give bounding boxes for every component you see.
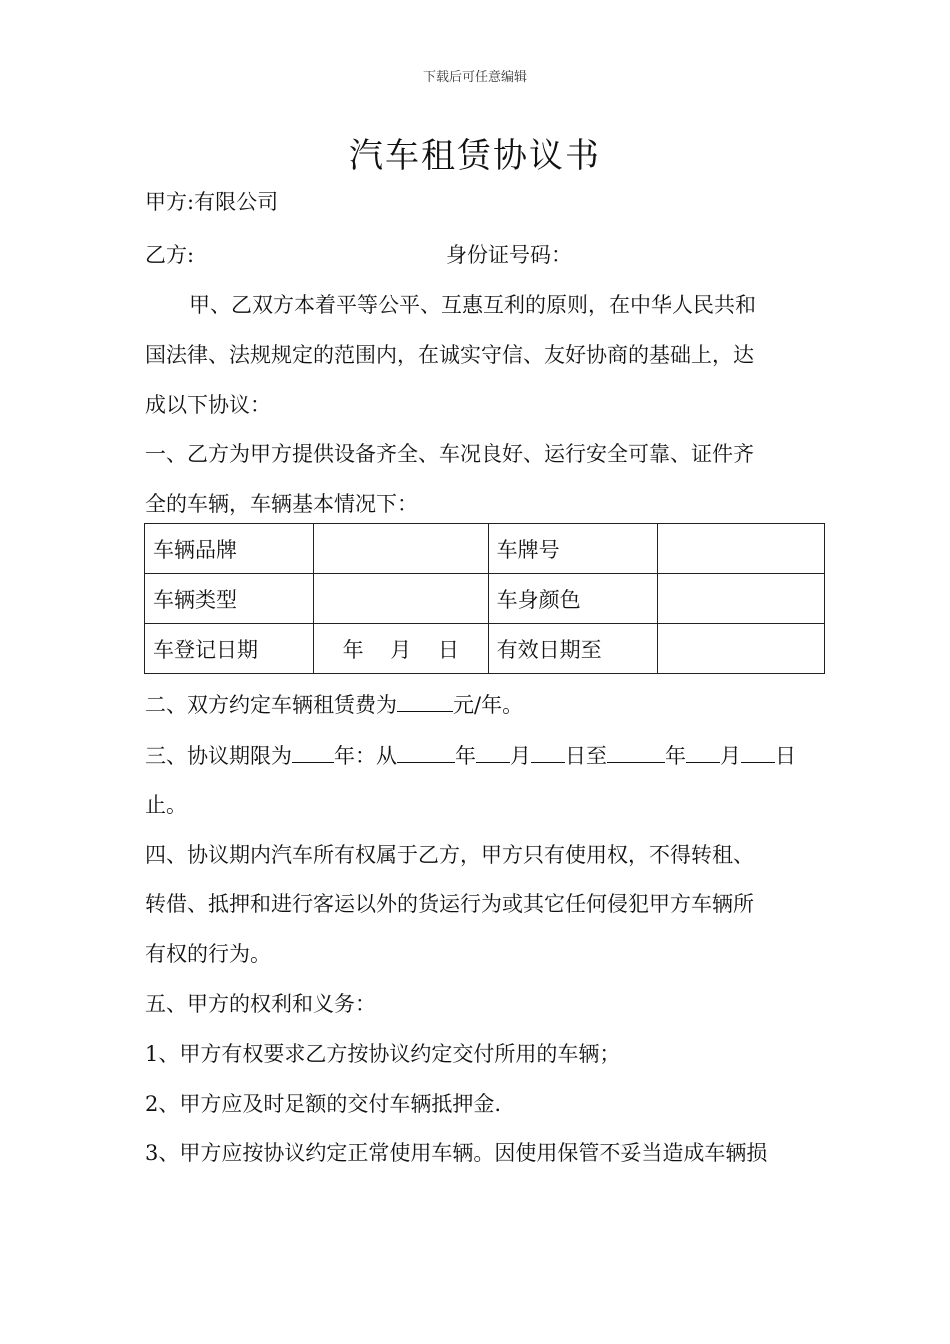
valid-until-value xyxy=(657,624,824,674)
table-row xyxy=(145,524,825,574)
type-label: 车辆类型 xyxy=(145,574,314,624)
brand-label: 车辆品牌 xyxy=(145,524,314,574)
vehicle-info-table xyxy=(144,523,825,674)
table-row xyxy=(145,574,825,624)
color-label: 车身颜色 xyxy=(488,574,657,624)
id-number-label: 身份证号码： xyxy=(446,243,572,267)
valid-until-label: 有效日期至 xyxy=(488,624,657,674)
clause-4-line-3: 有权的行为。 xyxy=(145,942,271,966)
brand-value xyxy=(313,524,488,574)
clause-3-text: 日 xyxy=(775,744,796,768)
clause-4-line-2: 转借、抵押和进行客运以外的货运行为或其它任何侵犯甲方车辆所 xyxy=(145,892,754,916)
item-2: 2、甲方应及时足额的交付车辆抵押金. xyxy=(145,1092,502,1116)
document-title: 汽车租赁协议书 xyxy=(349,136,601,176)
clause-2 xyxy=(145,689,523,719)
start-day-blank xyxy=(531,744,565,763)
party-b-label: 乙方: xyxy=(145,243,195,267)
reg-date-label: 车登记日期 xyxy=(145,624,314,674)
clause-4-line-1: 四、协议期内汽车所有权属于乙方，甲方只有使用权，不得转租、 xyxy=(145,843,754,867)
end-month-blank xyxy=(686,744,720,763)
plate-value xyxy=(657,524,824,574)
color-value xyxy=(657,574,824,624)
clause-5-heading: 五、甲方的权利和义务： xyxy=(145,992,376,1016)
clause-3 xyxy=(145,740,796,770)
intro-line-3: 成以下协议： xyxy=(145,393,271,417)
end-year-blank xyxy=(607,744,665,763)
start-month-blank xyxy=(476,744,510,763)
clause-3-text: 日至 xyxy=(565,744,607,768)
intro-line-1: 甲、乙双方本着平等公平、互惠互利的原则，在中华人民共和 xyxy=(189,293,756,317)
clause-2-text-a: 二、双方约定车辆租赁费为 xyxy=(145,693,397,717)
end-day-blank xyxy=(741,744,775,763)
clause-3-text: 月 xyxy=(510,744,531,768)
start-year-blank xyxy=(397,744,455,763)
plate-label: 车牌号 xyxy=(488,524,657,574)
party-a: 甲方:有限公司 xyxy=(145,190,279,214)
clause-3-text: 月 xyxy=(720,744,741,768)
item-3: 3、甲方应按协议约定正常使用车辆。因使用保管不妥当造成车辆损 xyxy=(145,1141,768,1165)
intro-line-2: 国法律、法规规定的范围内，在诚实守信、友好协商的基础上，达 xyxy=(145,343,754,367)
clause-3-text: 三、协议期限为 xyxy=(145,744,292,768)
clause-3-text: 年 xyxy=(455,744,476,768)
clause-1-line-1: 一、乙方为甲方提供设备齐全、车况良好、运行安全可靠、证件齐 xyxy=(145,442,754,466)
type-value xyxy=(313,574,488,624)
reg-date-value: 年 月 日 xyxy=(313,624,488,674)
clause-3-text: 年 xyxy=(665,744,686,768)
clause-2-text-b: 元/年。 xyxy=(453,693,524,717)
clause-3-end: 止。 xyxy=(145,793,187,817)
item-1: 1、甲方有权要求乙方按协议约定交付所用的车辆； xyxy=(145,1042,621,1066)
term-blank xyxy=(292,744,334,763)
clause-1-line-2: 全的车辆，车辆基本情况下： xyxy=(145,492,418,516)
page-header: 下载后可任意编辑 xyxy=(422,70,527,85)
fee-blank xyxy=(397,693,453,712)
clause-3-text: 年：从 xyxy=(334,744,397,768)
table-row xyxy=(145,624,825,674)
